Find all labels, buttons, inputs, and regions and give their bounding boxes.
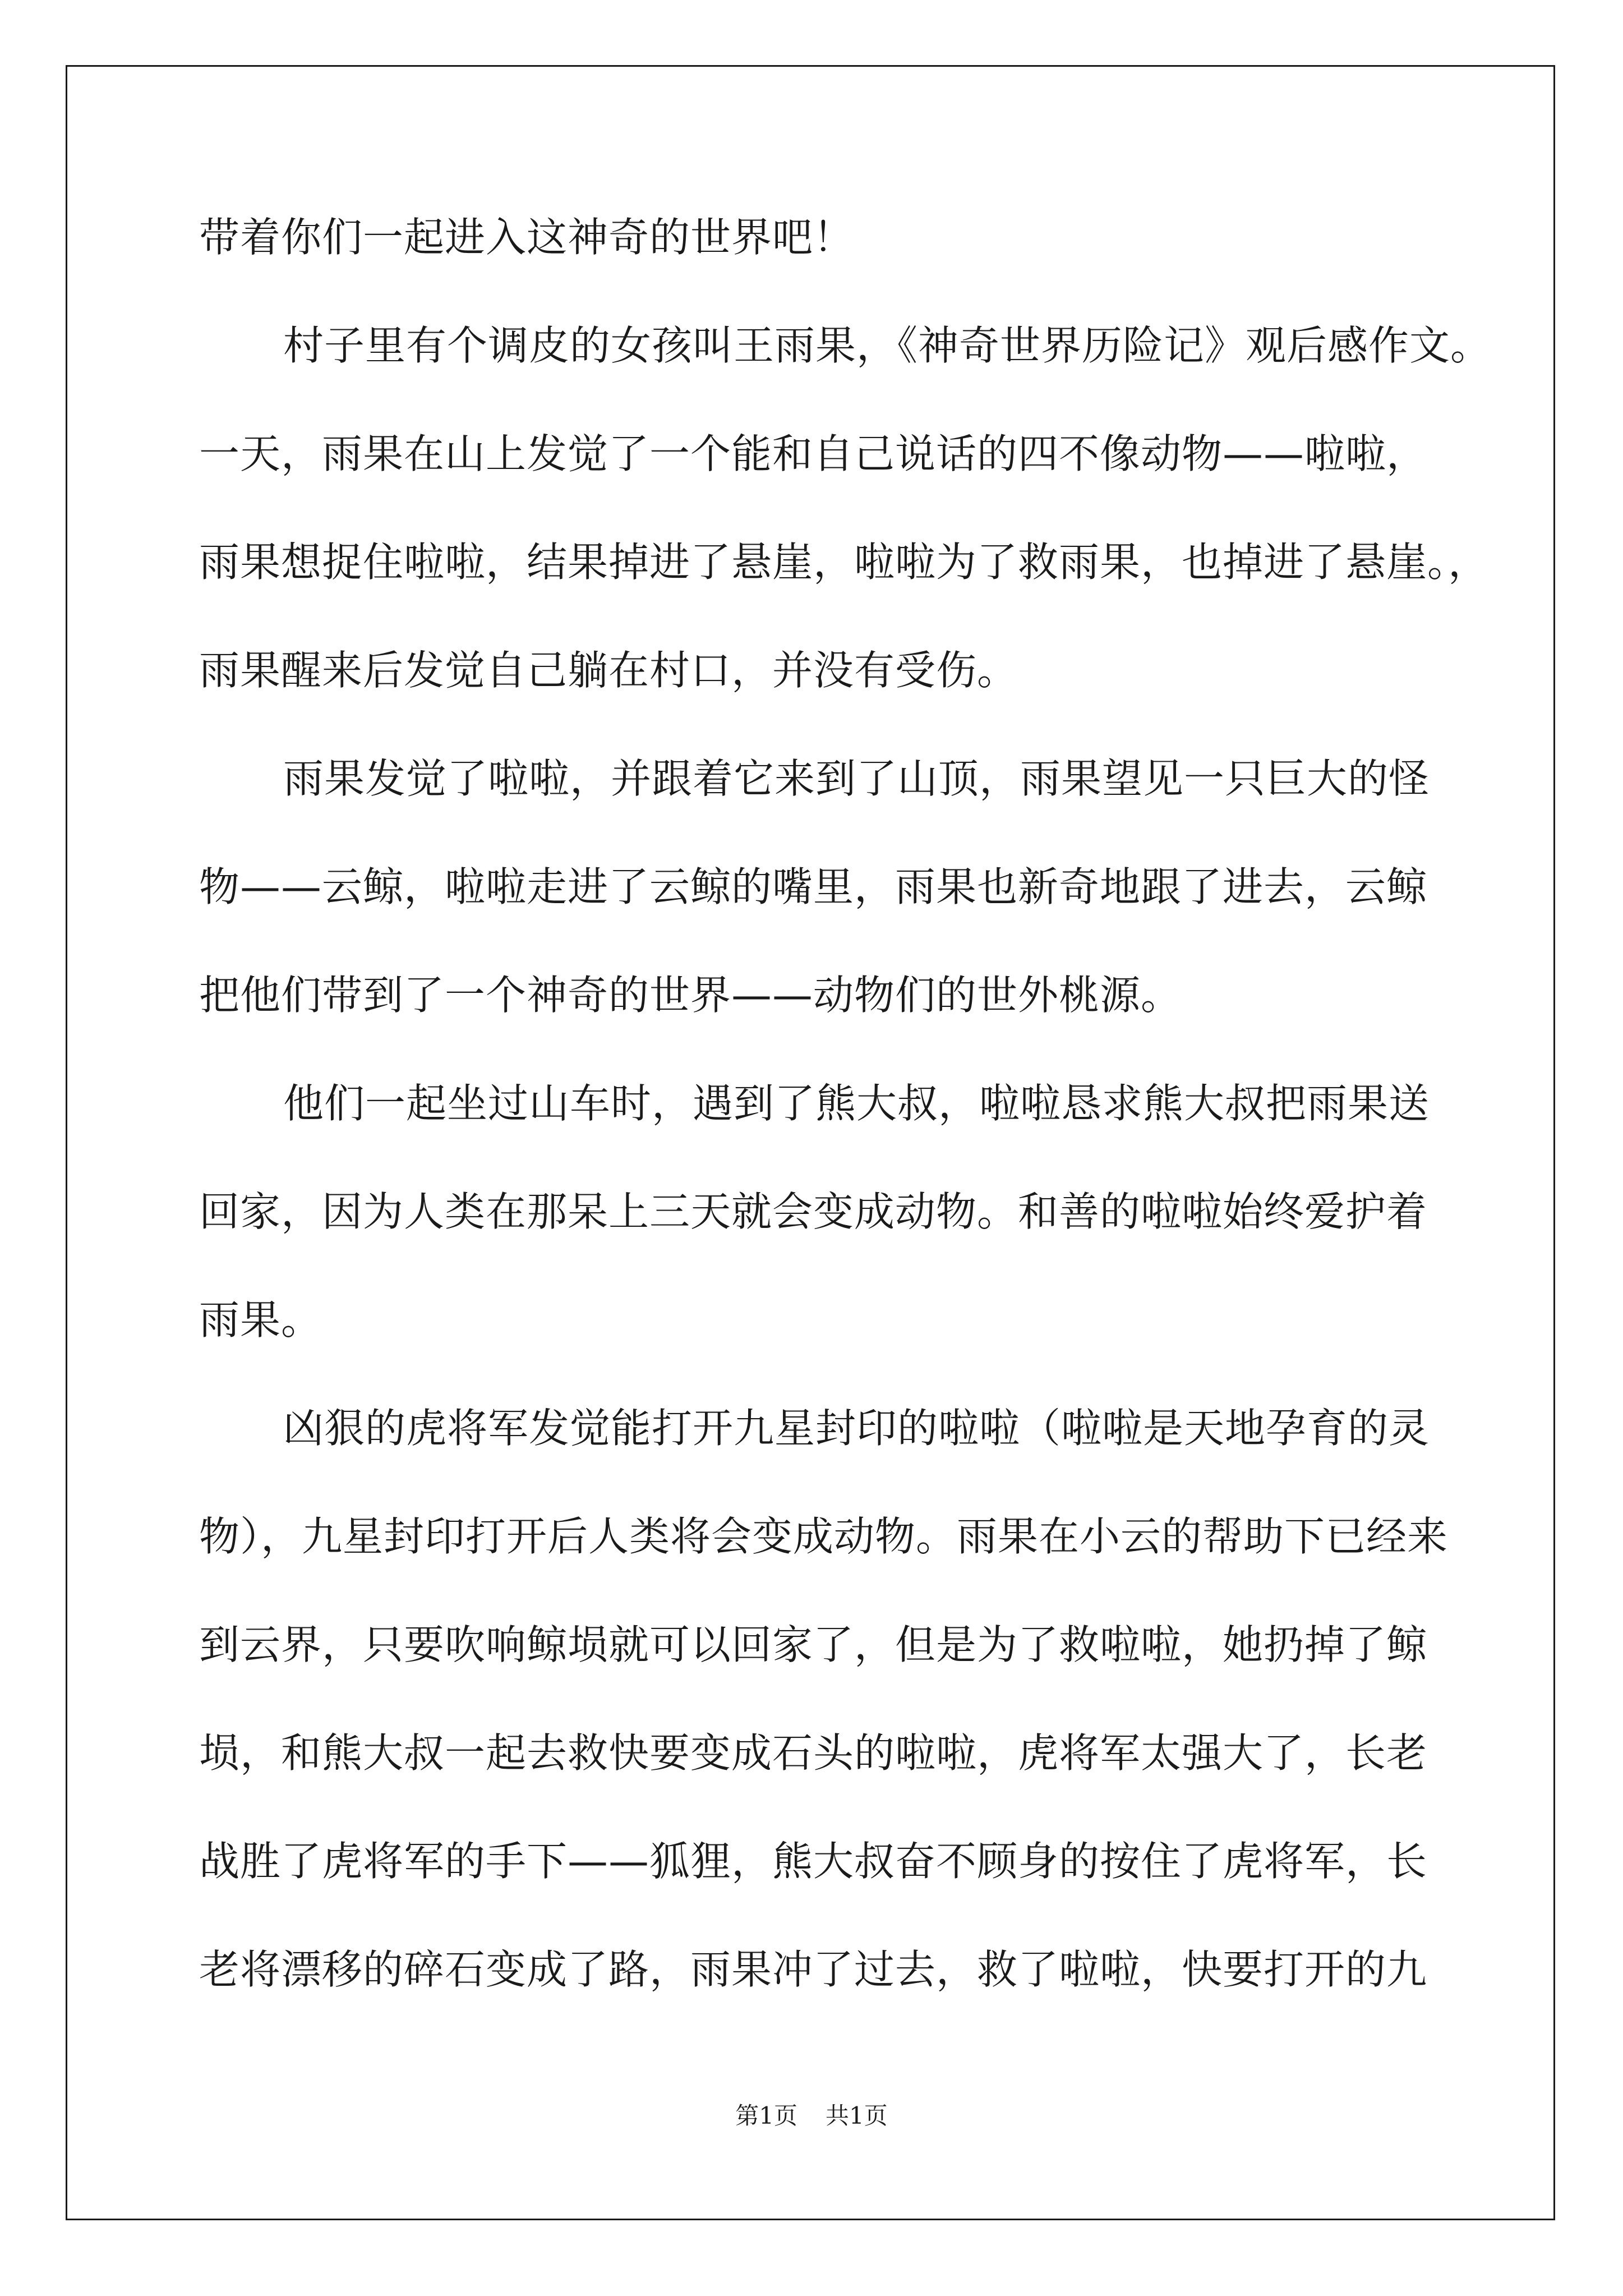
text-line: 雨果醒来后发觉自己躺在村口，并没有受伤。	[199, 647, 1018, 694]
text-line: 雨果。	[199, 1296, 322, 1343]
text-line: 回家，因为人类在那呆上三天就会变成动物。和善的啦啦始终爱护着	[199, 1188, 1428, 1235]
paragraph-first-line: 凶狠的虎将军发觉能打开九星封印的啦啦（啦啦是天地孕育的灵	[283, 1405, 1430, 1452]
text-line: 一天，雨果在山上发觉了一个能和自己说话的四不像动物——啦啦，	[199, 430, 1428, 477]
text-line: 战胜了虎将军的手下——狐狸，熊大叔奋不顾身的按住了虎将军，长	[199, 1838, 1428, 1885]
text-line: 埙，和熊大叔一起去救快要变成石头的啦啦，虎将军太强大了，长老	[199, 1729, 1428, 1777]
page-border	[66, 65, 1555, 2220]
page-total: 共1页	[826, 2102, 888, 2129]
text-line: 物——云鲸，啦啦走进了云鲸的嘴里，雨果也新奇地跟了进去，云鲸	[199, 863, 1428, 910]
text-line: 雨果想捉住啦啦，结果掉进了悬崖，啦啦为了救雨果，也掉进了悬崖。，	[199, 539, 1490, 586]
page-number: 第1页	[735, 2102, 797, 2129]
paragraph-first-line: 村子里有个调皮的女孩叫王雨果，《神奇世界历险记》观后感作文。	[283, 322, 1492, 369]
paragraph-first-line: 他们一起坐过山车时，遇到了熊大叔，啦啦恳求熊大叔把雨果送	[283, 1080, 1430, 1127]
page-footer	[0, 2102, 1623, 2129]
text-line: 物），九星封印打开后人类将会变成动物。雨果在小云的帮助下已经来	[199, 1513, 1449, 1560]
text-line: 老将漂移的碎石变成了路，雨果冲了过去，救了啦啦，快要打开的九	[199, 1946, 1428, 1993]
text-line: 带着你们一起进入这神奇的世界吧！	[199, 214, 855, 261]
text-line: 把他们带到了一个神奇的世界——动物们的世外桃源。	[199, 972, 1182, 1019]
paragraph-first-line: 雨果发觉了啦啦，并跟着它来到了山顶，雨果望见一只巨大的怪	[283, 755, 1430, 802]
text-line: 到云界，只要吹响鲸埙就可以回家了，但是为了救啦啦，她扔掉了鲸	[199, 1621, 1428, 1668]
